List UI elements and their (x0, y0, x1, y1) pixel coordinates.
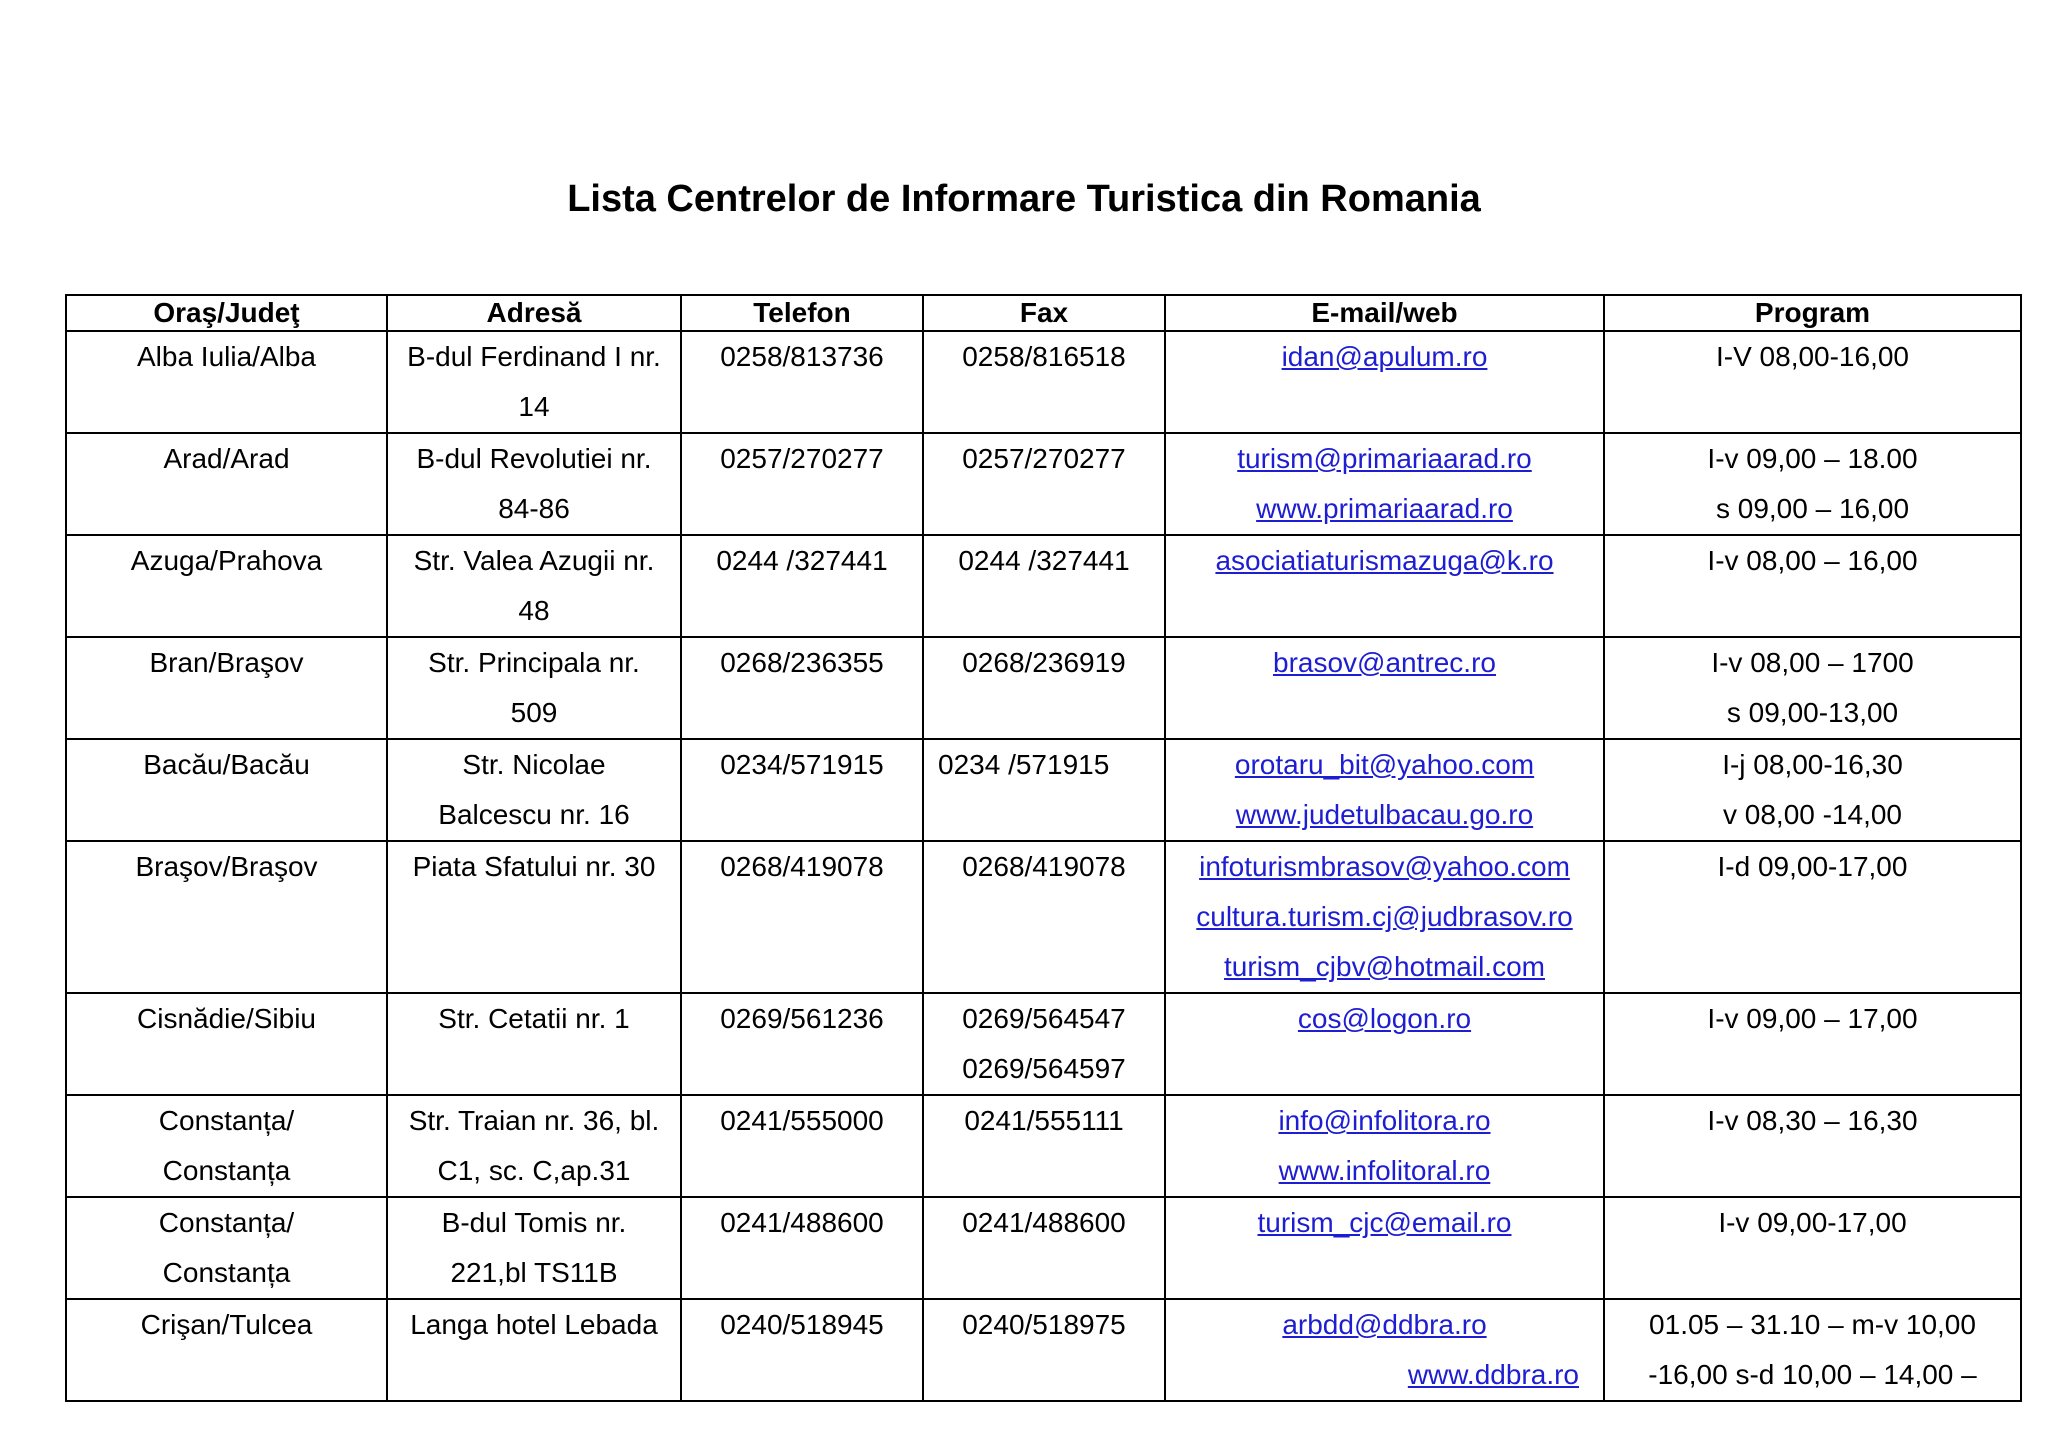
page-title: Lista Centrelor de Informare Turistica din Romania (567, 178, 1481, 220)
table-row (66, 1197, 2021, 1299)
table-row (66, 841, 2021, 993)
cell-address-line: 48 (518, 595, 550, 626)
cell-fax (923, 637, 1165, 739)
cell-address (387, 1299, 681, 1401)
contact-link[interactable]: www.judetulbacau.go.ro (1235, 799, 1534, 830)
cell-city-line: Constanța (162, 1257, 291, 1288)
cell-program-line: I-j 08,00-16,30 (1722, 749, 1903, 780)
cell-program-line: s 09,00-13,00 (1726, 697, 1899, 728)
cell-address (387, 993, 681, 1095)
cell-fax (923, 433, 1165, 535)
cell-program-line: I-V 08,00-16,00 (1715, 341, 1910, 372)
cell-city (66, 993, 387, 1095)
table-row (66, 637, 2021, 739)
cell-fax-line: 0269/564547 (962, 1003, 1126, 1034)
cell-city-line: Braşov/Braşov (135, 851, 318, 882)
cell-address (387, 637, 681, 739)
cell-phone-line: 0244 /327441 (716, 545, 888, 576)
cell-phone-line: 0269/561236 (720, 1003, 884, 1034)
cell-program-line: I-v 09,00 – 17,00 (1707, 1003, 1918, 1034)
cell-program-line: 01.05 – 31.10 – m-v 10,00 (1649, 1309, 1976, 1340)
cell-address-line: Str. Cetatii nr. 1 (438, 1003, 630, 1034)
contact-link[interactable]: asociatiaturismazuga@k.ro (1215, 545, 1554, 576)
cell-fax-line: 0268/236919 (962, 647, 1126, 678)
cell-city (66, 331, 387, 433)
cell-phone-line: 0257/270277 (720, 443, 884, 474)
header-fax: Fax (923, 295, 1165, 331)
cell-program (1604, 841, 2021, 993)
cell-phone (681, 841, 923, 993)
contact-link[interactable]: www.primariaarad.ro (1256, 493, 1513, 524)
contact-link[interactable]: turism@primariaarad.ro (1237, 443, 1532, 474)
cell-email-web (1165, 637, 1604, 739)
cell-city-line: Crişan/Tulcea (140, 1309, 313, 1340)
cell-fax (923, 535, 1165, 637)
cell-phone (681, 1299, 923, 1401)
cell-program (1604, 535, 2021, 637)
cell-city-line: Constanța/ (158, 1207, 295, 1238)
cell-program-line: I-v 09,00-17,00 (1718, 1207, 1907, 1238)
cell-city-line: Azuga/Prahova (130, 545, 323, 576)
cell-phone-line: 0268/419078 (720, 851, 884, 882)
cell-fax (923, 1299, 1165, 1401)
cell-phone (681, 1095, 923, 1197)
contact-link[interactable]: infoturismbrasov@yahoo.com (1199, 851, 1570, 882)
table-row (66, 739, 2021, 841)
cell-phone-line: 0241/488600 (720, 1207, 884, 1238)
header-address: Adresă (387, 295, 681, 331)
contact-link[interactable]: orotaru_bit@yahoo.com (1234, 749, 1535, 780)
cell-address (387, 1095, 681, 1197)
cell-address-line: Balcescu nr. 16 (438, 799, 630, 830)
cell-address-line: 84-86 (498, 493, 570, 524)
cell-address-line: Piata Sfatului nr. 30 (412, 851, 656, 882)
cell-program (1604, 1299, 2021, 1401)
cell-email-web (1165, 1197, 1604, 1299)
cell-address (387, 739, 681, 841)
cell-address-line: Str. Valea Azugii nr. (413, 545, 655, 576)
cell-address (387, 841, 681, 993)
contact-link[interactable]: brasov@antrec.ro (1273, 647, 1496, 678)
cell-fax (923, 331, 1165, 433)
cell-email-web (1165, 993, 1604, 1095)
cell-fax-line: 0257/270277 (962, 443, 1126, 474)
cell-address (387, 331, 681, 433)
cell-fax (923, 1197, 1165, 1299)
cell-phone (681, 433, 923, 535)
cell-address-line: B-dul Ferdinand I nr. (407, 341, 661, 372)
cell-city-line: Arad/Arad (163, 443, 290, 474)
cell-phone-line: 0268/236355 (720, 647, 884, 678)
cell-address-line: Str. Traian nr. 36, bl. (408, 1105, 660, 1136)
table-row (66, 1299, 2021, 1401)
cell-address (387, 1197, 681, 1299)
cell-city-line: Cisnădie/Sibiu (137, 1003, 316, 1034)
cell-program-line: -16,00 s-d 10,00 – 14,00 – (1648, 1359, 1977, 1390)
cell-program-line: v 08,00 -14,00 (1722, 799, 1903, 830)
cell-fax-line: 0268/419078 (962, 851, 1126, 882)
cell-phone-line: 0241/555000 (720, 1105, 884, 1136)
cell-city-line: Bacău/Bacău (143, 749, 310, 780)
cell-fax-line: 0234 /571915 (938, 749, 1110, 780)
cell-fax-line: 0269/564597 (962, 1053, 1126, 1084)
cell-address-line: Str. Principala nr. (428, 647, 640, 678)
cell-email-web (1165, 739, 1604, 841)
header-phone: Telefon (681, 295, 923, 331)
contact-link[interactable]: idan@apulum.ro (1281, 341, 1488, 372)
cell-phone (681, 993, 923, 1095)
header-program: Program (1604, 295, 2021, 331)
cell-program (1604, 1095, 2021, 1197)
cell-email-web (1165, 1299, 1604, 1401)
cell-program (1604, 1197, 2021, 1299)
cell-address-line: Str. Nicolae (462, 749, 606, 780)
cell-program-line: I-v 08,00 – 1700 (1711, 647, 1914, 678)
cell-city (66, 637, 387, 739)
cell-city (66, 1197, 387, 1299)
cell-address-line: B-dul Revolutiei nr. (416, 443, 652, 474)
contact-link[interactable]: info@infolitora.ro (1278, 1105, 1491, 1136)
contact-link[interactable]: www.ddbra.ro (1407, 1359, 1579, 1390)
cell-phone-line: 0258/813736 (720, 341, 884, 372)
cell-phone-line: 0234/571915 (720, 749, 884, 780)
cell-city (66, 535, 387, 637)
cell-program-line: I-v 08,30 – 16,30 (1707, 1105, 1918, 1136)
cell-program (1604, 331, 2021, 433)
cell-phone (681, 1197, 923, 1299)
cell-address-line: 509 (510, 697, 558, 728)
cell-phone-line: 0240/518945 (720, 1309, 884, 1340)
cell-program-line: I-v 09,00 – 18.00 (1707, 443, 1918, 474)
cell-phone (681, 331, 923, 433)
cell-city (66, 1095, 387, 1197)
cell-city-line: Constanța (162, 1155, 291, 1186)
cell-fax-line: 0258/816518 (962, 341, 1126, 372)
cell-phone (681, 535, 923, 637)
cell-address-line: B-dul Tomis nr. (441, 1207, 627, 1238)
table-row (66, 993, 2021, 1095)
cell-fax (923, 841, 1165, 993)
cell-fax-line: 0241/555111 (964, 1105, 1124, 1136)
table-header-row (66, 295, 2021, 331)
cell-address (387, 433, 681, 535)
cell-program (1604, 637, 2021, 739)
contact-link[interactable]: turism_cjbv@hotmail.com (1224, 951, 1545, 982)
cell-fax (923, 739, 1165, 841)
contact-link[interactable]: www.infolitoral.ro (1278, 1155, 1491, 1186)
table-row (66, 1095, 2021, 1197)
cell-program-line: I-d 09,00-17,00 (1717, 851, 1908, 882)
cell-email-web (1165, 331, 1604, 433)
cell-fax (923, 1095, 1165, 1197)
cell-fax (923, 993, 1165, 1095)
cell-fax-line: 0240/518975 (962, 1309, 1126, 1340)
cell-program (1604, 739, 2021, 841)
cell-phone (681, 739, 923, 841)
table-row (66, 331, 2021, 433)
cell-fax-line: 0241/488600 (962, 1207, 1126, 1238)
cell-program-line: s 09,00 – 16,00 (1715, 493, 1910, 524)
contact-link[interactable]: cos@logon.ro (1297, 1003, 1472, 1034)
contact-link[interactable]: turism_cjc@email.ro (1257, 1207, 1512, 1238)
info-centers-table (65, 294, 2022, 1402)
cell-city (66, 433, 387, 535)
cell-email-web (1165, 841, 1604, 993)
cell-city (66, 841, 387, 993)
contact-link[interactable]: arbdd@ddbra.ro (1282, 1309, 1487, 1340)
table-row (66, 433, 2021, 535)
header-email-web: E-mail/web (1165, 295, 1604, 331)
contact-link[interactable]: cultura.turism.cj@judbrasov.ro (1196, 901, 1573, 932)
header-city: Oraş/Judeţ (66, 295, 387, 331)
cell-address-line: C1, sc. C,ap.31 (437, 1155, 631, 1186)
cell-city-line: Constanța/ (158, 1105, 295, 1136)
cell-city (66, 739, 387, 841)
cell-address-line: Langa hotel Lebada (410, 1309, 658, 1340)
cell-fax-line: 0244 /327441 (958, 545, 1130, 576)
cell-program-line: I-v 08,00 – 16,00 (1707, 545, 1918, 576)
cell-email-web (1165, 433, 1604, 535)
cell-email-web (1165, 1095, 1604, 1197)
cell-email-web (1165, 535, 1604, 637)
cell-program (1604, 993, 2021, 1095)
cell-city-line: Alba Iulia/Alba (136, 341, 316, 372)
table-row (66, 535, 2021, 637)
cell-address-line: 14 (518, 391, 550, 422)
cell-program (1604, 433, 2021, 535)
cell-city (66, 1299, 387, 1401)
cell-address (387, 535, 681, 637)
cell-address-line: 221,bl TS11B (450, 1257, 618, 1288)
cell-city-line: Bran/Braşov (149, 647, 304, 678)
cell-phone (681, 637, 923, 739)
